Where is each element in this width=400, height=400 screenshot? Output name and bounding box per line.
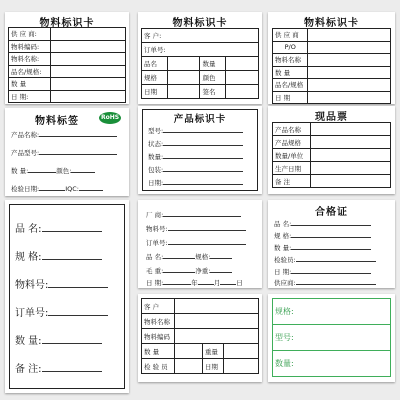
row-label: 物料编码	[142, 329, 175, 344]
row-label: 产品名称	[273, 123, 311, 136]
row-label: 毛 重:	[146, 267, 164, 275]
row-label: 型号:	[148, 127, 164, 135]
row-label: 厂 商:	[146, 211, 164, 219]
row-label: 客 户	[142, 299, 175, 314]
row-label: 日 期:	[274, 268, 292, 276]
card-table	[141, 28, 259, 99]
large-label-card	[5, 200, 129, 393]
material-card-1	[5, 12, 129, 104]
row-label: 备 注:	[15, 364, 42, 375]
row-label: 订单号:	[15, 308, 49, 319]
row-label: 物料名称	[142, 314, 175, 329]
row-label: 日期	[202, 359, 223, 374]
year-label: 年	[191, 279, 198, 287]
row-label: 数 量:	[11, 167, 29, 175]
row-label: 数量	[200, 57, 226, 71]
row-label: 型号:	[273, 325, 391, 351]
row-label: 日期:	[148, 179, 164, 187]
goods-ticket-card	[268, 106, 395, 194]
rohs-badge: RoHS	[99, 112, 121, 124]
row-label: 规格:	[195, 253, 211, 261]
month-label: 月	[213, 279, 221, 287]
row-label: 供应商:	[274, 279, 296, 287]
card-title: 现品票	[315, 112, 348, 123]
row-label: 品 名:	[274, 220, 292, 228]
row-label: 产品规格	[273, 136, 311, 149]
row-label: 规格	[142, 71, 168, 85]
row-label: 品 名:	[15, 224, 42, 235]
row-label: 数 量:	[274, 244, 292, 252]
row-label: 物料号:	[15, 280, 49, 291]
row-label: 日 期:	[146, 279, 164, 287]
material-card-3	[268, 12, 395, 104]
row-label: IQC:	[65, 185, 79, 193]
row-label: 物料号:	[146, 225, 168, 233]
card-table	[272, 122, 391, 188]
row-label: 数量/单位	[273, 149, 311, 162]
row-label: 备 注	[273, 175, 311, 188]
row-label: 物料名称:	[9, 53, 51, 66]
row-label: 日期	[142, 85, 168, 99]
row-label: 数 量:	[15, 336, 42, 347]
row-label: 品名/规格	[273, 79, 308, 92]
row-label: 品名/规格:	[9, 65, 51, 78]
row-label: P/O	[273, 41, 308, 54]
card-title: 合格证	[315, 207, 348, 218]
row-label: 品 名:	[146, 253, 164, 261]
row-label: 日 期:	[9, 90, 51, 103]
row-label: 数 量	[142, 344, 175, 359]
card-title: 物料标识卡	[304, 18, 359, 29]
row-label: 规 格:	[15, 252, 42, 263]
row-label: 物料编码:	[9, 40, 51, 53]
card-table	[272, 298, 391, 377]
row-label: 供 应 商:	[9, 28, 51, 41]
row-label: 规 格:	[274, 232, 292, 240]
day-label: 日	[236, 279, 243, 287]
row-label: 数 量	[273, 66, 308, 79]
row-label: 规格:	[273, 299, 391, 325]
product-card	[138, 106, 262, 194]
row-label: 供 应 商	[273, 29, 308, 42]
row-label: 数 量	[9, 78, 51, 91]
row-label: 颜色:	[56, 167, 72, 175]
row-label: 订单号:	[146, 239, 168, 247]
row-label: 状态:	[148, 140, 164, 148]
row-label: 包装:	[148, 166, 164, 174]
row-label: 签名	[200, 85, 226, 99]
row-label: 检验日期:	[11, 185, 40, 193]
material-card-2	[138, 12, 262, 104]
certificate-card	[268, 200, 395, 288]
row-label: 净重:	[195, 267, 211, 275]
row-label: 物料名称	[273, 54, 308, 67]
row-label: 颜色	[200, 71, 226, 85]
row-label: 检 验 员	[142, 359, 175, 374]
row-label: 品名	[142, 57, 168, 71]
row-label: 数量:	[273, 351, 391, 377]
row-label: 产品型号:	[11, 149, 40, 157]
row-label: 检验员:	[274, 256, 296, 264]
card-table	[141, 298, 259, 374]
row-label: 生产日期	[273, 162, 311, 175]
row-label: 客 户:	[142, 29, 259, 43]
customer-label-card	[138, 294, 262, 382]
row-label: 日 期	[273, 91, 308, 104]
green-spec-card	[268, 294, 395, 382]
material-label-card	[5, 108, 129, 196]
row-label: 数量:	[148, 153, 164, 161]
card-title: 产品标识卡	[173, 114, 227, 125]
supplier-label-card	[138, 200, 262, 288]
card-table	[272, 28, 391, 104]
row-label: 重量	[202, 344, 223, 359]
card-title: 物料标识卡	[172, 18, 228, 29]
card-title: 物料标识卡	[39, 18, 95, 29]
card-title: 物料标签	[35, 116, 79, 127]
card-table	[8, 27, 126, 103]
row-label: 产品名称:	[11, 131, 40, 139]
row-label: 订单号:	[142, 43, 259, 57]
